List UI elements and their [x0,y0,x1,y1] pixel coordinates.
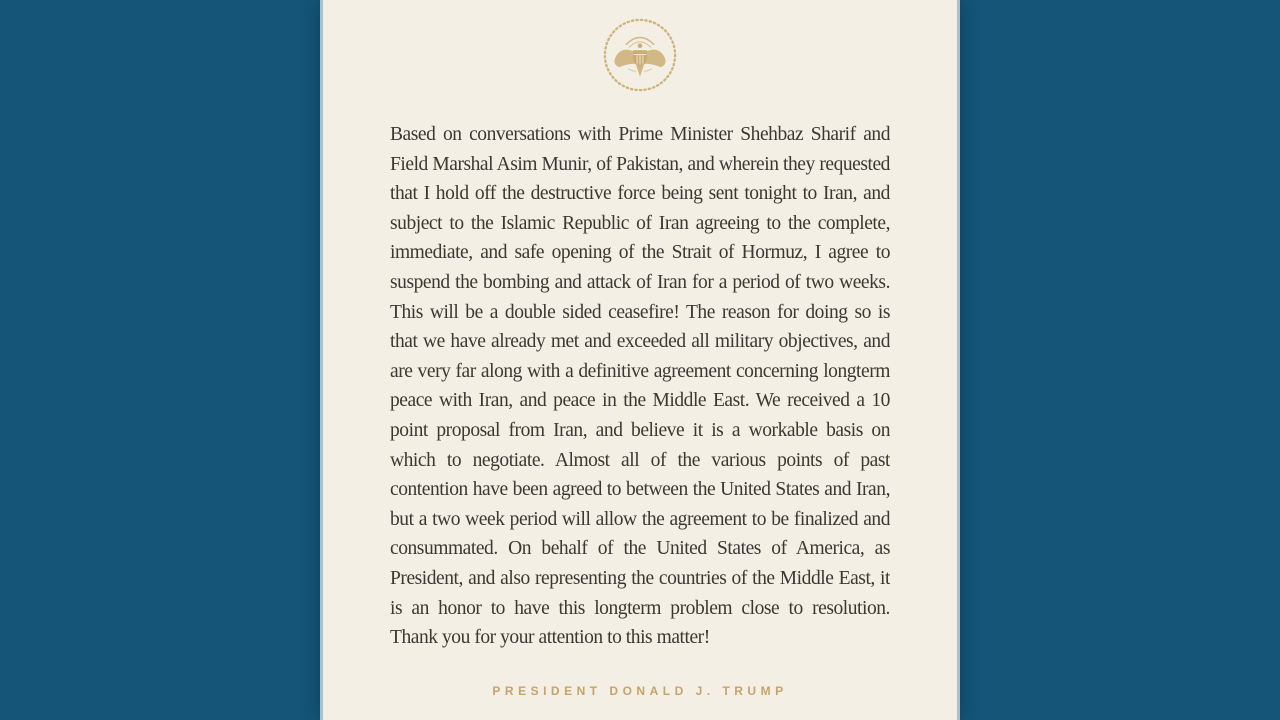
presidential-seal-icon [601,16,679,94]
statement-card [320,0,960,720]
statement-body-text: Based on conversations with Prime Minister Shehbaz Sharif and Field Marshal Asim Munir, of Pakistan, and wherein they requested that I hold off the destructive force being sent tonight to Iran, and subject to the Islamic Republic of Iran agreeing to the complete, immediate, and safe opening of the Strait of Hormuz, I agree to suspend the bombing and attack of Iran for a period of two weeks. This will be a double sided ceasefire! The reason for doing so is that we have already met and exceeded all military objectives, and are very far along with a definitive agreement concerning longterm peace with Iran, and peace in the Middle East. We received a 10 point proposal from Iran, and believe it is a workable basis on which to negotiate. Almost all of the various points of past contention have been agreed to between the United States and Iran, but a two week period will allow the agreement to be finalized and consummated. On behalf of the United States of America, as President, and also representing the countries of the Middle East, it is an honor to have this longterm problem close to resolution. Thank you for your attention to this matter! [390,124,890,649]
signature-line: PRESIDENT DONALD J. TRUMP [492,684,788,698]
